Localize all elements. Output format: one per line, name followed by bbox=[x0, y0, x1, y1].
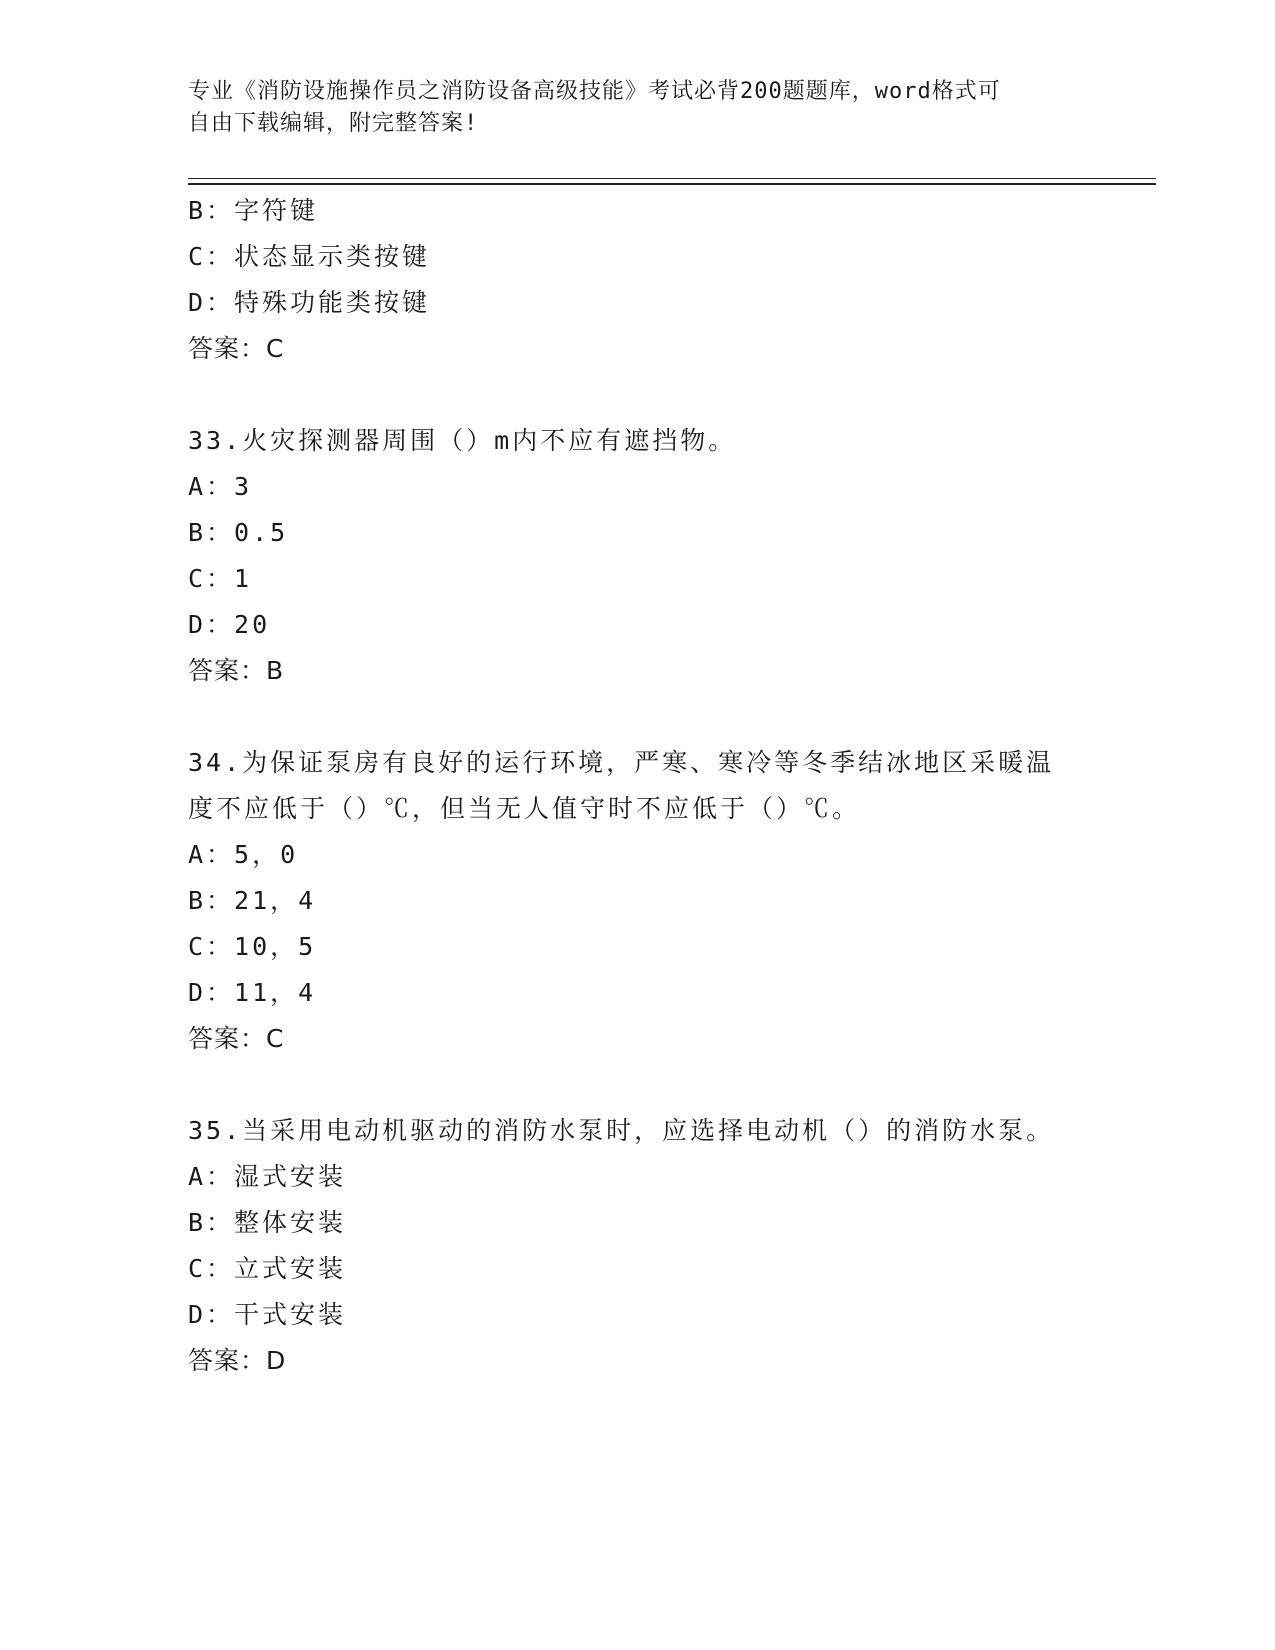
option-c: C：状态显示类按键 bbox=[188, 242, 431, 271]
answer: 答案：C bbox=[188, 334, 285, 363]
answer: 答案：C bbox=[188, 1024, 285, 1053]
question-stem: 35.当采用电动机驱动的消防水泵时，应选择电动机（）的消防水泵。 bbox=[188, 1116, 1055, 1145]
header-line-1: 专业《消防设施操作员之消防设备高级技能》考试必背200题题库，word格式可 bbox=[188, 79, 1001, 104]
option-d: D：11，4 bbox=[188, 978, 317, 1007]
option-c: C：1 bbox=[188, 564, 253, 593]
option-c: C：10，5 bbox=[188, 932, 317, 961]
question-stem: 33.火灾探测器周围（）m内不应有遮挡物。 bbox=[188, 426, 737, 455]
option-a: A：5，0 bbox=[188, 840, 299, 869]
question-stem: 度不应低于（）℃，但当无人值守时不应低于（）℃。 bbox=[188, 794, 861, 823]
answer: 答案：D bbox=[188, 1346, 287, 1375]
header-divider-thick bbox=[188, 183, 1156, 185]
question-stem: 34.为保证泵房有良好的运行环境，严寒、寒冷等冬季结冰地区采暖温 bbox=[188, 748, 1055, 777]
question-33 bbox=[188, 418, 1148, 694]
option-b: B：21，4 bbox=[188, 886, 317, 915]
question-34 bbox=[188, 740, 1148, 1062]
option-d: D：特殊功能类按键 bbox=[188, 288, 431, 317]
document-header bbox=[188, 76, 1088, 140]
partial-question bbox=[188, 188, 1148, 372]
option-d: D：干式安装 bbox=[188, 1300, 347, 1329]
question-list bbox=[188, 188, 1148, 1384]
option-d: D：20 bbox=[188, 610, 271, 639]
question-35 bbox=[188, 1108, 1148, 1384]
answer: 答案：B bbox=[188, 656, 285, 685]
option-a: A：3 bbox=[188, 472, 253, 501]
option-b: B：整体安装 bbox=[188, 1208, 347, 1237]
option-c: C：立式安装 bbox=[188, 1254, 347, 1283]
option-b: B：0.5 bbox=[188, 518, 289, 547]
option-b: B：字符键 bbox=[188, 196, 319, 225]
header-divider-thin bbox=[188, 178, 1156, 179]
option-a: A：湿式安装 bbox=[188, 1162, 347, 1191]
header-line-2: 自由下载编辑，附完整答案! bbox=[188, 111, 479, 136]
